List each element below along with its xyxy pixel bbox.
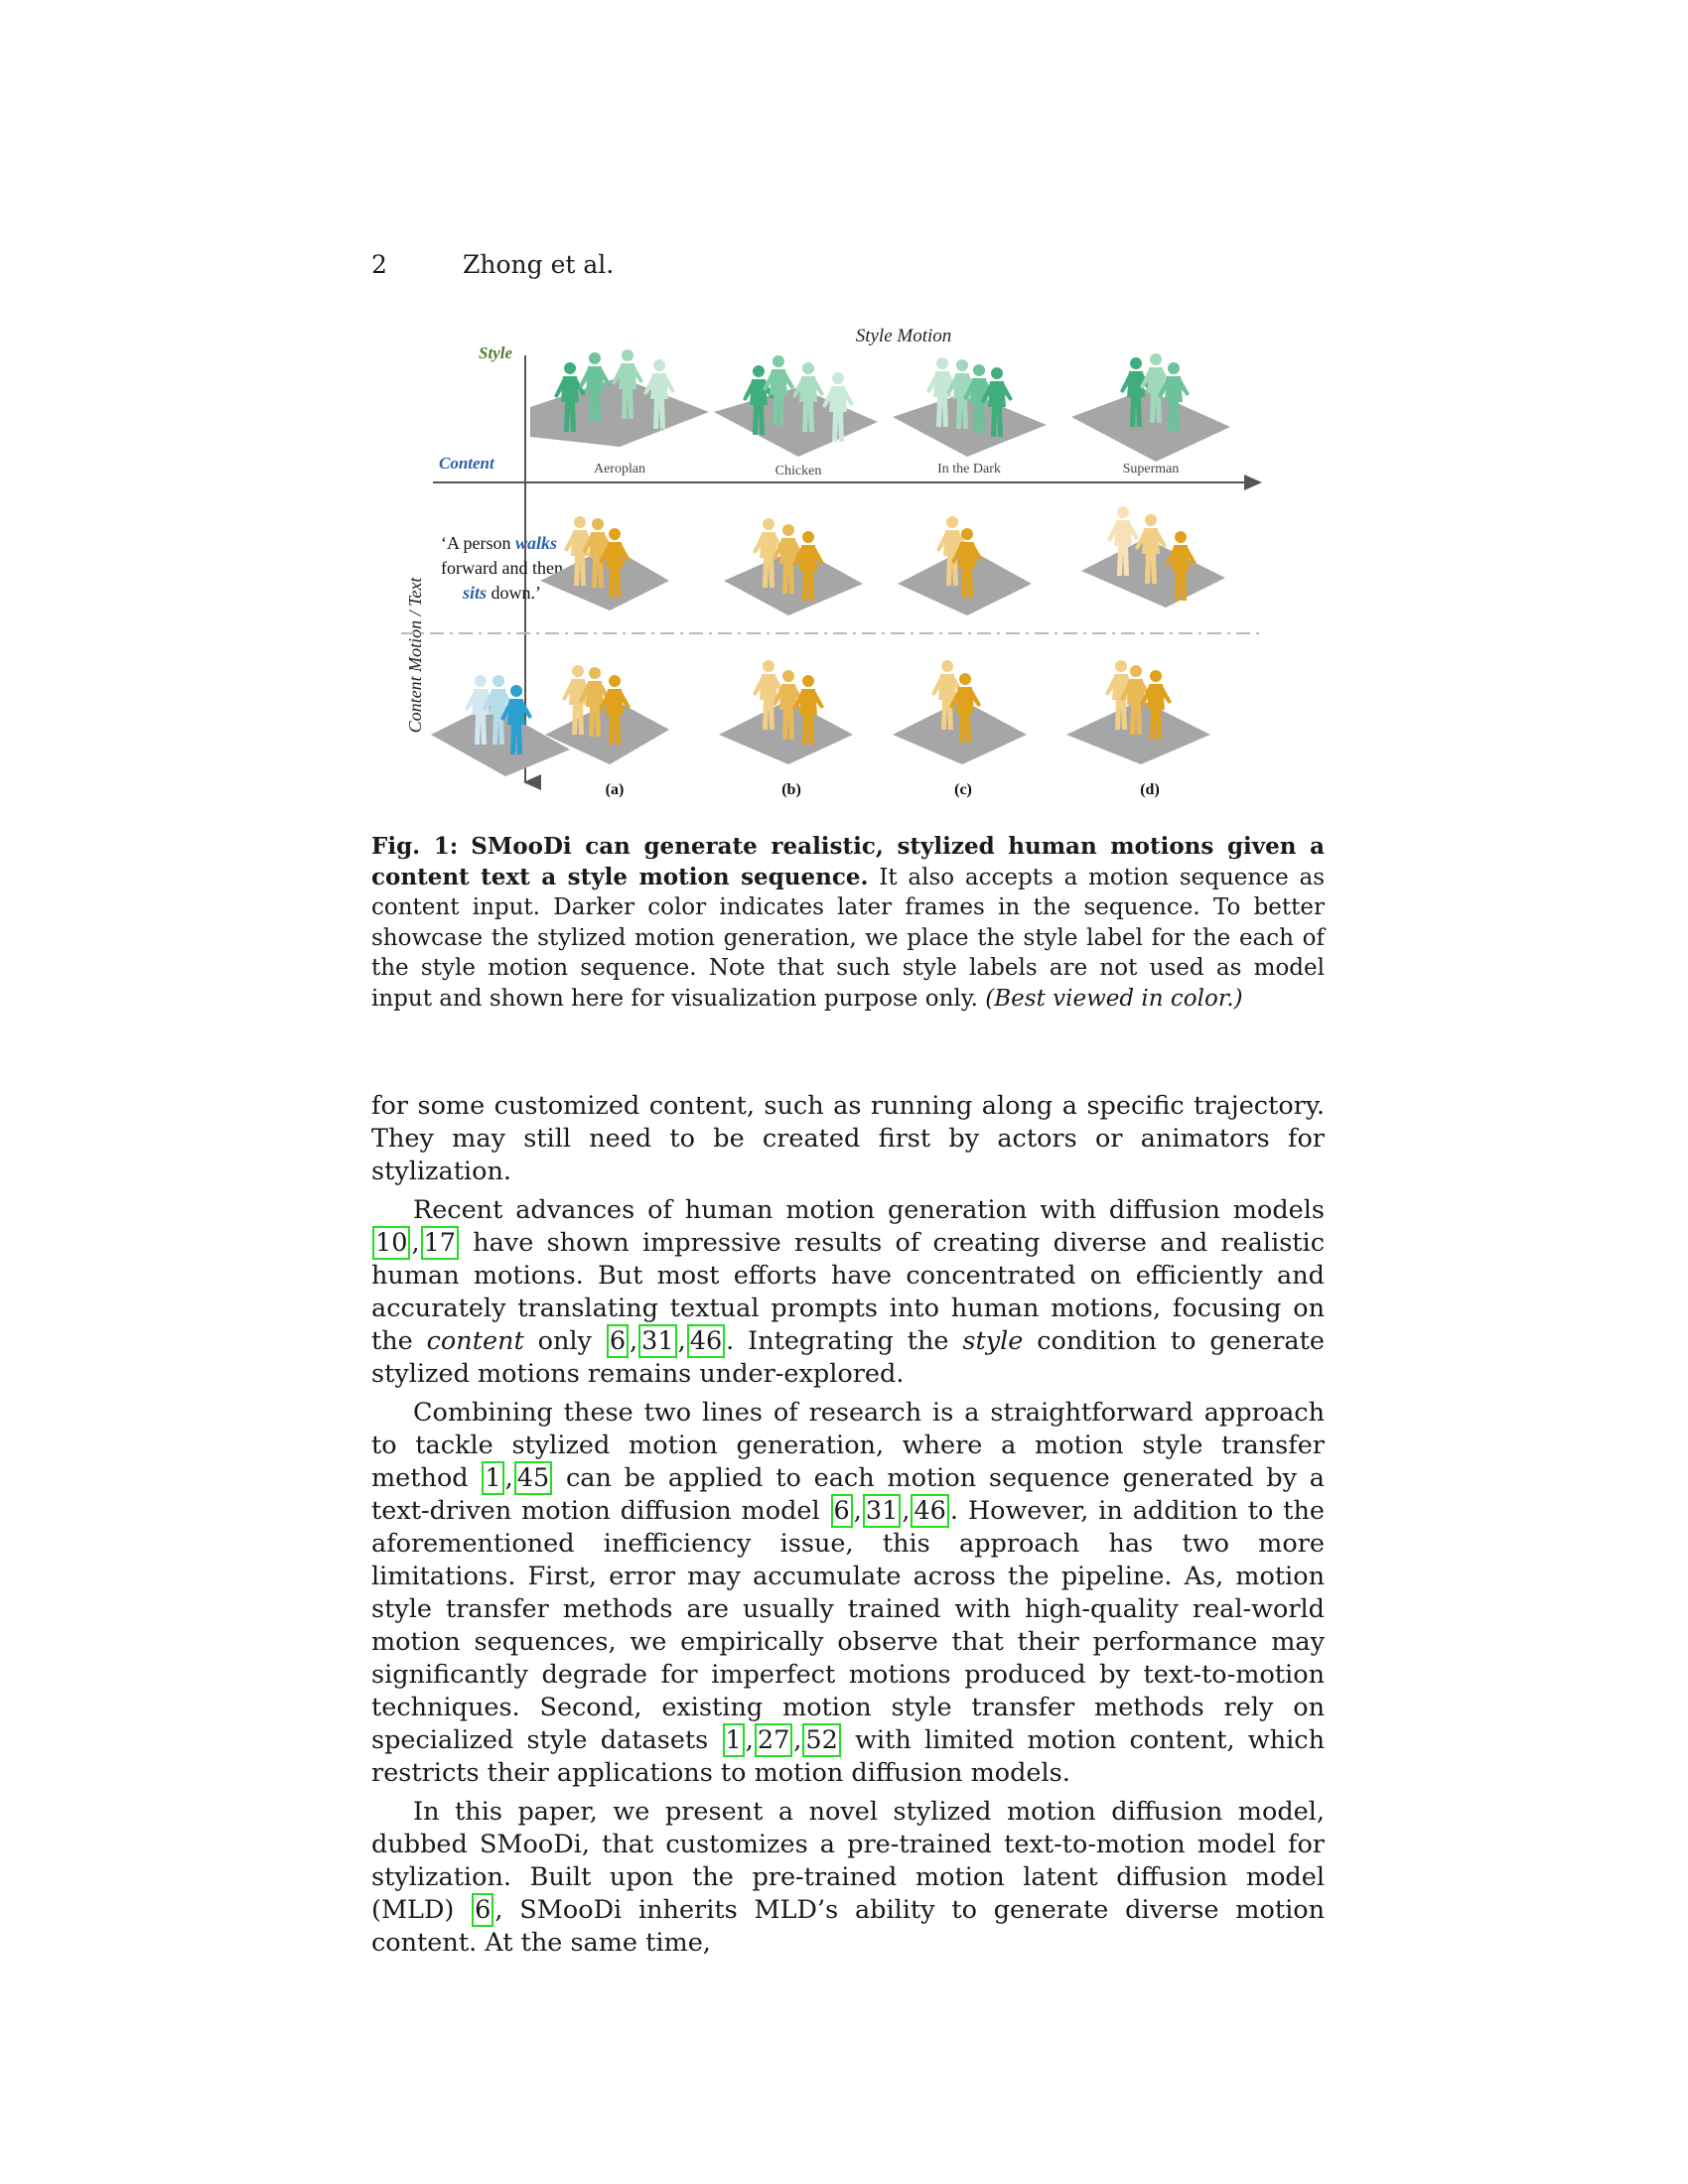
text-output-c bbox=[898, 516, 1032, 615]
axis-label-content: Content bbox=[439, 454, 494, 473]
axis-label-vertical: Content Motion / Text bbox=[405, 577, 425, 734]
motion-output-row bbox=[545, 660, 1210, 764]
page-number: 2 bbox=[371, 250, 387, 279]
style-panel-b bbox=[714, 355, 878, 478]
prompt-line-3: sits down.’ bbox=[463, 583, 542, 603]
style-label-c: In the Dark bbox=[937, 462, 1001, 477]
caption-bold: SMooDi can generate realistic, stylized human motions given a content text a style motion sequence. bbox=[371, 833, 1325, 890]
citation-link[interactable]: 45 bbox=[514, 1461, 552, 1495]
motion-output-d bbox=[1066, 660, 1210, 764]
citation-link[interactable]: 1 bbox=[723, 1723, 745, 1757]
citation-link[interactable]: 31 bbox=[863, 1494, 901, 1528]
caption-italic: (Best viewed in color.) bbox=[985, 985, 1243, 1012]
text-output-row bbox=[540, 506, 1225, 615]
citation-link[interactable]: 1 bbox=[482, 1461, 503, 1495]
style-label-a: Aeroplan bbox=[593, 462, 646, 477]
motion-output-c bbox=[893, 660, 1027, 764]
style-panel-a bbox=[530, 349, 709, 477]
style-panel-c bbox=[893, 357, 1047, 477]
panel-label-a: (a) bbox=[605, 781, 625, 798]
text-prompt bbox=[441, 533, 563, 603]
prompt-line-2: forward and then bbox=[441, 558, 563, 578]
figure-1-graphic bbox=[371, 318, 1325, 804]
text-output-d bbox=[1081, 506, 1225, 608]
citation-link[interactable]: 27 bbox=[755, 1723, 792, 1757]
panel-label-b: (b) bbox=[781, 781, 801, 798]
figure-1 bbox=[371, 318, 1325, 804]
figure-title-style-motion: Style Motion bbox=[855, 326, 952, 346]
caption-label: Fig. 1: bbox=[371, 833, 459, 860]
text-output-b bbox=[724, 518, 863, 615]
motion-output-b bbox=[719, 660, 853, 764]
style-motion-row bbox=[530, 349, 1230, 478]
citation-link[interactable]: 10 bbox=[372, 1226, 410, 1260]
citation-link[interactable]: 6 bbox=[831, 1494, 853, 1528]
citation-link[interactable]: 17 bbox=[421, 1226, 459, 1260]
style-label-b: Chicken bbox=[774, 464, 822, 478]
paragraph-1: for some customized content, such as running along a specific trajectory. They may still need to be created first by actors or animators for stylization. bbox=[371, 1091, 1325, 1186]
panel-label-c: (c) bbox=[954, 781, 972, 798]
content-motion bbox=[431, 675, 570, 776]
style-label-d: Superman bbox=[1122, 462, 1180, 477]
paragraph-4: In this paper, we present a novel stylized motion diffusion model, dubbed SMooDi, that customizes a pre-trained text-to-motion model for stylization. Built upon the pre-trained motion latent diffusion model (MLD) 6 , SMooDi inherits MLD’s ability to generate diverse motion content. At the same time, bbox=[371, 1797, 1325, 1958]
figure-caption bbox=[371, 832, 1325, 1014]
citation-link[interactable]: 6 bbox=[607, 1324, 629, 1358]
citation-link[interactable]: 46 bbox=[911, 1494, 948, 1528]
citation-link[interactable]: 46 bbox=[687, 1324, 725, 1358]
citation-link[interactable]: 31 bbox=[638, 1324, 676, 1358]
running-authors: Zhong et al. bbox=[463, 250, 615, 279]
prompt-line-1: ‘A person walks bbox=[441, 533, 558, 553]
caption-text: It also accepts a motion sequence as content input. Darker color indicates later frames in the sequence. To better showcase the stylized motion generation, we place the style label for the each of the style motion sequence. Note that such style labels are not used as model input and shown here for visualization purpose only. bbox=[371, 864, 1326, 1012]
axis-label-style: Style bbox=[479, 343, 512, 362]
citation-link[interactable]: 52 bbox=[802, 1723, 840, 1757]
panel-label-d: (d) bbox=[1140, 781, 1160, 798]
style-panel-d bbox=[1071, 353, 1230, 477]
body-text bbox=[371, 1090, 1325, 1966]
paragraph-3: Combining these two lines of research is a straightforward approach to tackle stylized motion generation, where a motion style transfer method 1 , 45 can be applied to each motion sequence generated by a text-driven motion diffusion model 6 , 31 , 46 . However, in addition to the aforementioned inefficiency issue, this approach has two more limitations. First, error may accumulate across the pipeline. As, motion style transfer methods are usually trained with high-quality real-world motion sequences, we empirically observe that their performance may significantly degrade for imperfect motions produced by text-to-motion techniques. Second, existing motion style transfer methods rely on specialized style datasets 1 , 27 , 52 with limited motion content, which restricts their applications to motion diffusion models. bbox=[371, 1398, 1326, 1788]
paragraph-2: Recent advances of human motion generation with diffusion models 10 , 17 have shown impressive results of creating diverse and realistic human motions. But most efforts have concentrated on efficiently and accurately translating textual prompts into human motions, focusing on the content only 6 , 31 , 46 . Integrating the style condition to generate stylized motions remains under-explored. bbox=[371, 1195, 1325, 1389]
citation-link[interactable]: 6 bbox=[472, 1893, 493, 1927]
